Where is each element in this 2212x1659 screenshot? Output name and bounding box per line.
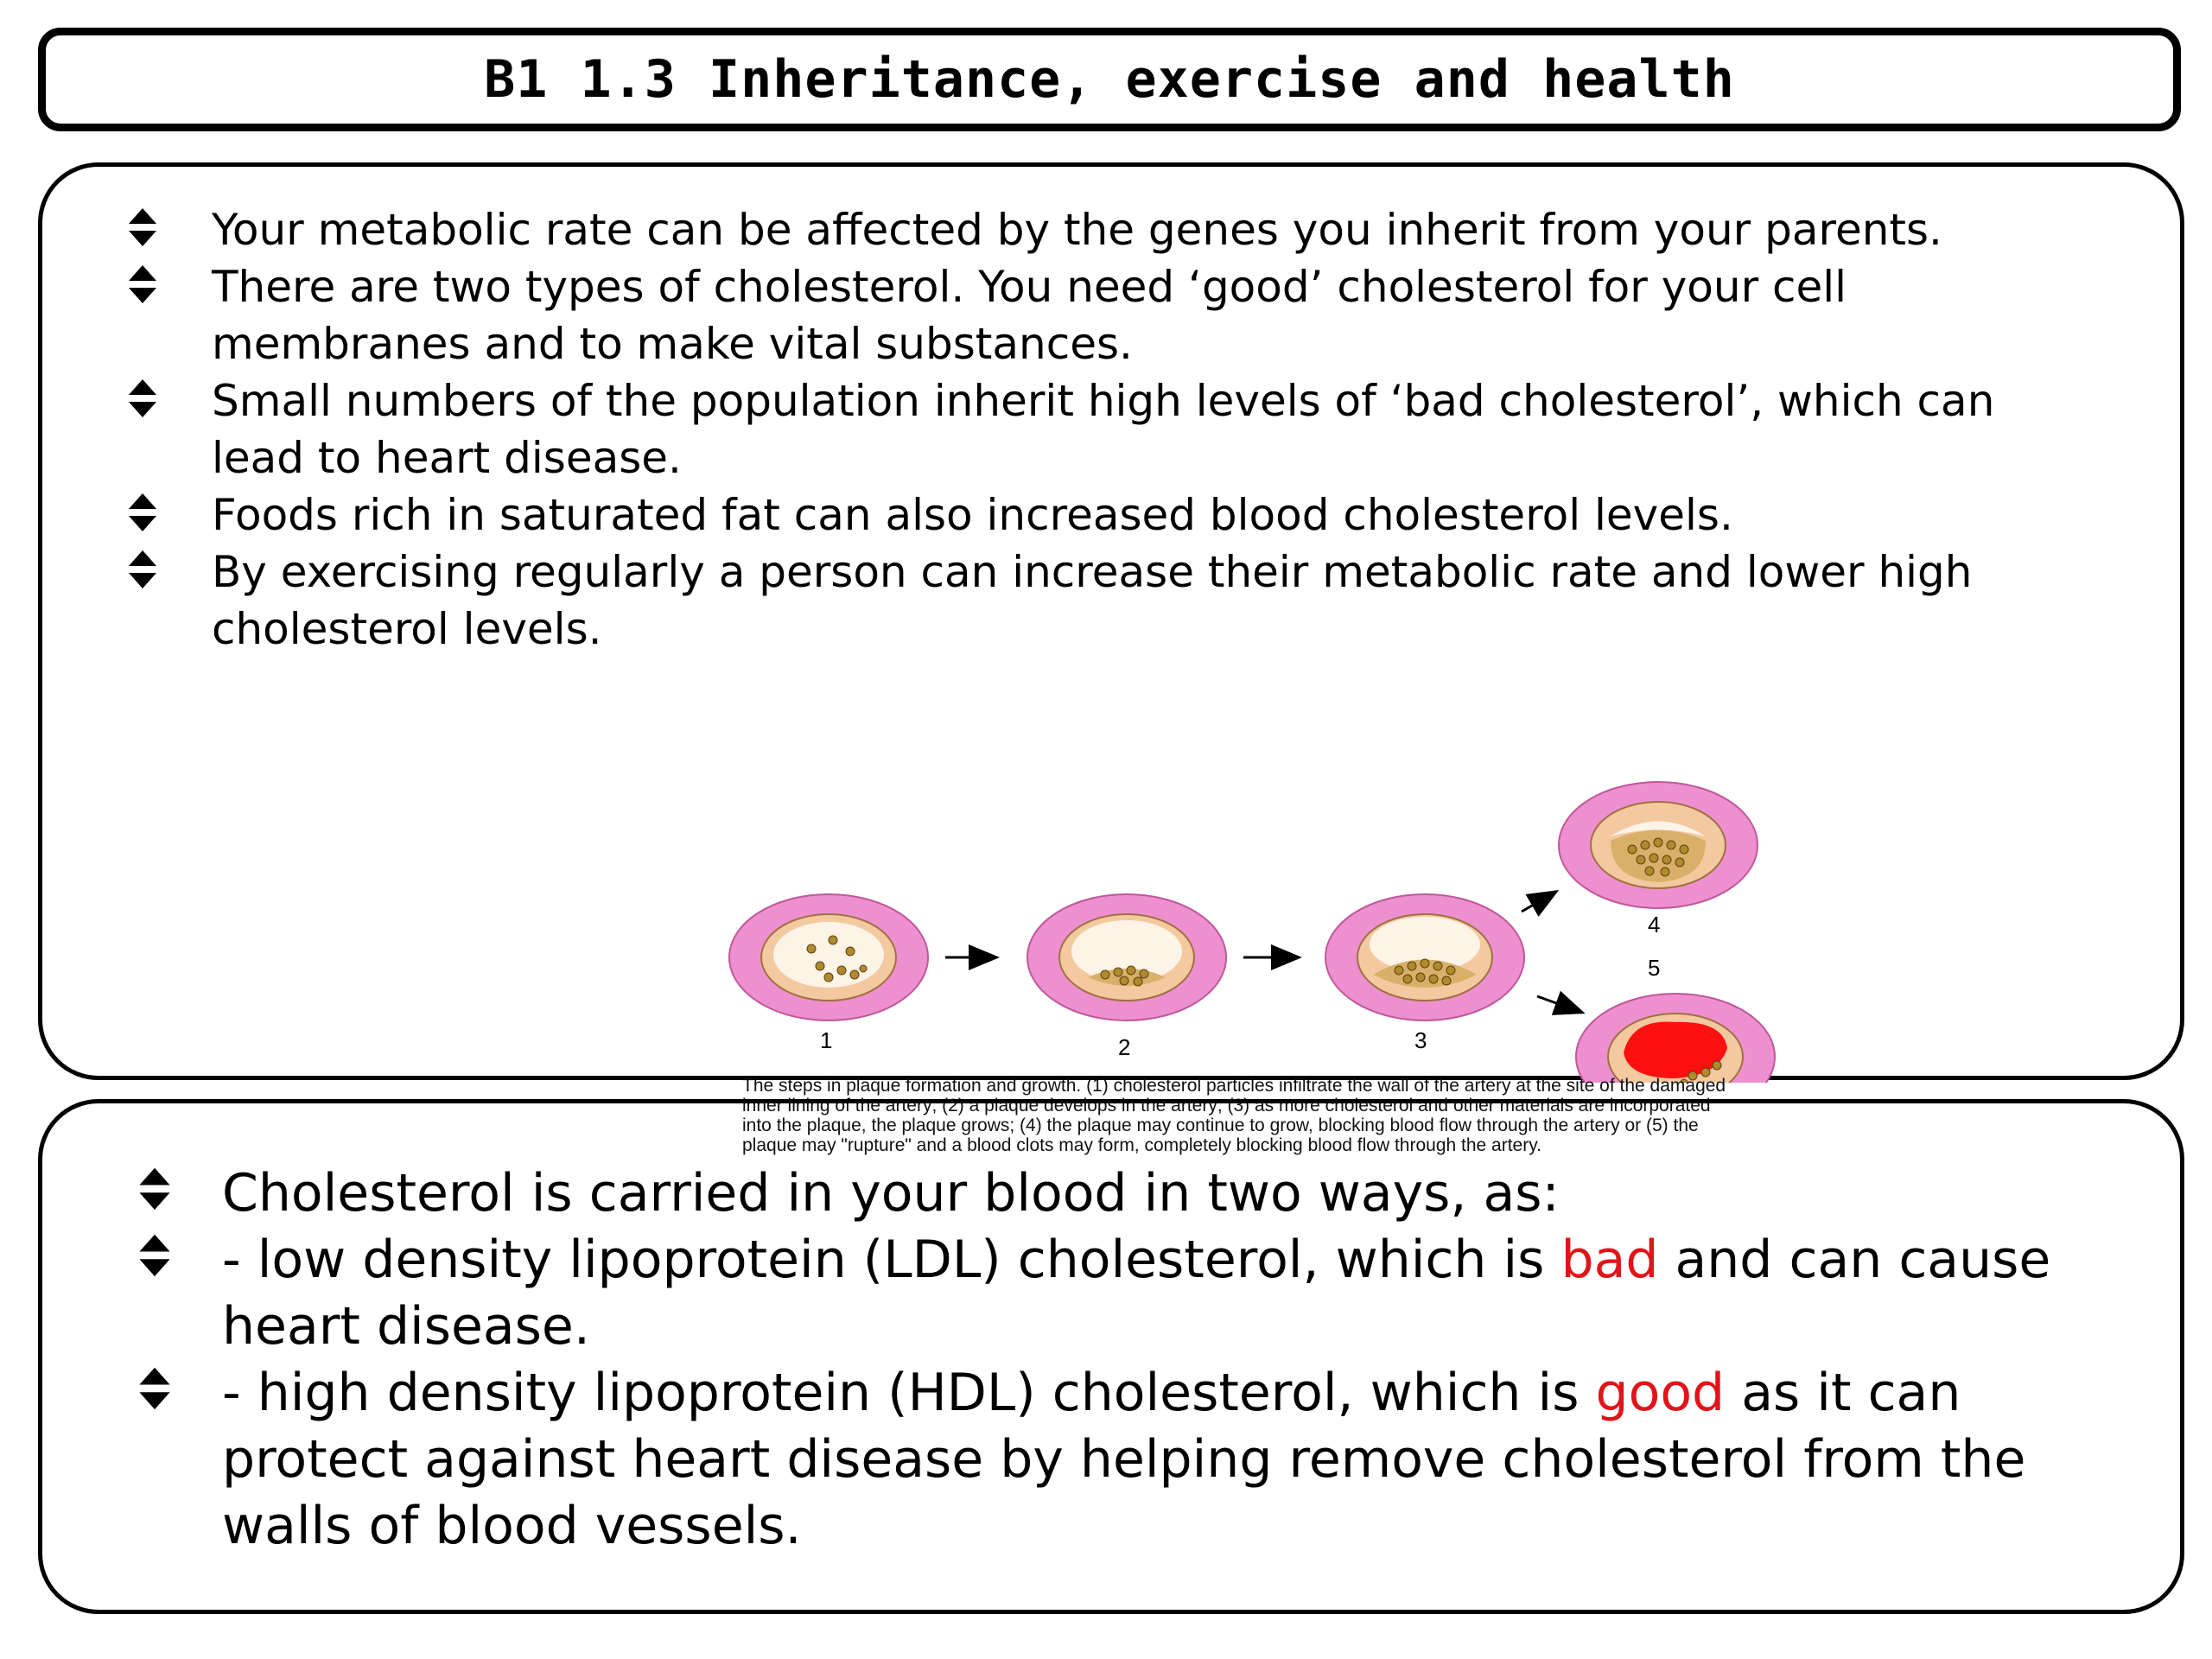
arrow-icon [1522,893,1554,912]
artery-stage-1 [729,894,928,1020]
bullet-text [222,1227,2123,1360]
ldl-text-end: and can cause heart disease. [222,1230,2051,1357]
top-bullet-list [125,201,2095,658]
bottom-bullet-list [136,1160,2123,1560]
list-item [136,1160,2123,1227]
stage-label: 4 [1648,912,1661,938]
stage-label: 5 [1648,955,1661,981]
bullet-text: Small numbers of the population inherit high levels of ‘bad cholesterol’, which can lead to heart disease. [212,376,1995,483]
bullet-text: There are two types of cholesterol. You need ‘good’ cholesterol for your cell membranes and to make vital substances. [212,262,1847,369]
up-down-arrow-icon [125,201,212,258]
list-item [136,1360,2123,1560]
up-down-arrow-icon [136,1360,222,1427]
ldl-text: - low density lipoprotein (LDL) cholesterol, which is [222,1230,1561,1290]
bullet-text: By exercising regularly a person can increase their metabolic rate and lower high cholesterol levels. [212,547,1973,654]
list-item [125,201,2095,258]
top-panel [38,162,2184,1155]
up-down-arrow-icon [136,1227,222,1294]
stage-label: 1 [820,1027,833,1053]
page-title: B1 1.3 Inheritance, exercise and health [484,49,1735,110]
artery-stage-3 [1325,894,1524,1020]
diagram-caption: The steps in plaque formation and growth. (1) cholesterol particles infiltrate the wall of the artery at the site of the damaged inner lining of the artery; (2) a plaque develops in the artery; (3) as more cholesterol and other materials are incorporated into the plaque, the plaque grows; (4) the plaque may continue to grow, blocking blood flow through the artery or (5) the plaque may "rupture" and a blood clots may form, completely blocking blood flow through the artery. [742,1076,1726,1155]
list-item [136,1227,2123,1360]
title-box [38,28,2181,131]
list-item [125,372,2095,486]
plaque-diagram-figure [682,633,1840,1083]
artery-stage-2 [1027,894,1226,1020]
bottom-panel [38,1099,2184,1614]
list-item [125,486,2095,543]
hdl-text-end: as it can protect against heart disease by helping remove cholesterol from the walls of blood vessels. [222,1363,2026,1556]
bullet-text: Cholesterol is carried in your blood in two ways, as: [222,1163,1560,1224]
artery-stage-4 [1559,782,1758,908]
bad-highlight: bad [1560,1230,1659,1290]
up-down-arrow-icon [125,486,212,543]
bullet-text: Your metabolic rate can be affected by the genes you inherit from your parents. [212,205,1942,255]
artery-stage-5 [1576,994,1775,1083]
up-down-arrow-icon [125,258,212,315]
hdl-text: - high density lipoprotein (HDL) cholesterol, which is [222,1363,1596,1423]
stage-label: 3 [1414,1027,1427,1053]
up-down-arrow-icon [125,372,212,429]
bullet-text: Foods rich in saturated fat can also increased blood cholesterol levels. [212,490,1733,540]
good-highlight: good [1595,1363,1726,1423]
stage-label: 2 [1118,1034,1131,1060]
list-item [125,258,2095,372]
up-down-arrow-icon [125,543,212,601]
arrow-icon [1537,996,1580,1012]
bullet-text [222,1360,2123,1560]
up-down-arrow-icon [136,1160,222,1227]
